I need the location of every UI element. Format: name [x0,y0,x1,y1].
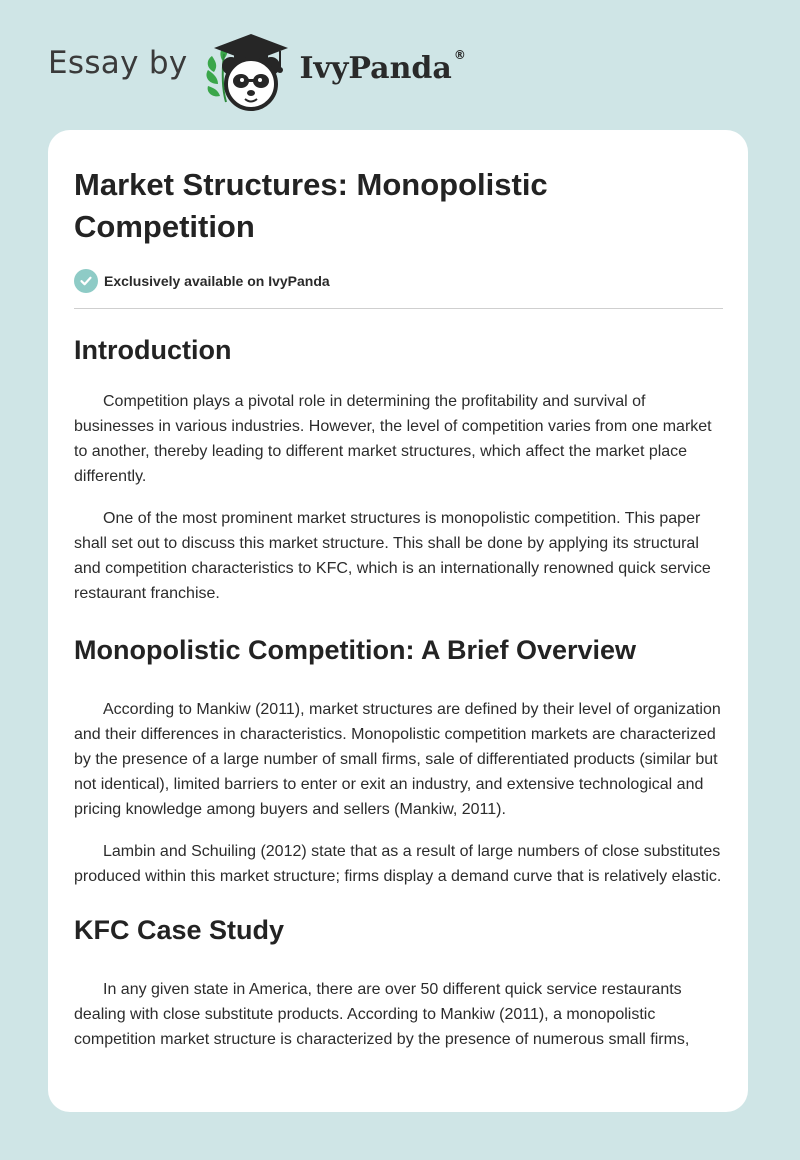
essay-title: Market Structures: Monopolistic Competition [74,167,548,244]
paragraph: Lambin and Schuiling (2012) state that as a result of large numbers of close substitutes produced within this market structure; firms display a demand curve that is relatively elastic. [74,843,722,885]
essay-content [74,164,723,1052]
paragraph: In any given state in America, there are over 50 different quick service restaurants dealing with close substitute products. According to Mankiw (2011), a monopolistic competition market structure is characterized by the presence of numerous small firms, [74,981,690,1048]
brand-name[interactable]: IvyPanda [299,50,452,86]
panda-logo-icon[interactable] [204,32,298,114]
essay-card [48,130,748,1112]
section-heading-overview: Monopolistic Competition: A Brief Overview [74,635,637,665]
section-heading-kfc-case-study: KFC Case Study [74,915,285,945]
exclusive-badge [74,268,723,294]
paragraph: According to Mankiw (2011), market structures are defined by their level of organization and their differences in characteristics. Monopolistic competition markets are characterized by the presence of a large number of small firms, sale of differentiated products (similar but not identical), limited barriers to enter or exit an industry, and extensive technological and pricing knowledge among buyers and sellers (Mankiw, 2011). [74,701,721,818]
check-icon [74,269,98,293]
registered-mark: ® [453,48,466,62]
paragraph: One of the most prominent market structures is monopolistic competition. This paper shall set out to discuss this market structure. This shall be done by applying its structural and competition characteristics to KFC, which is an internationally renowned quick service restaurant franchise. [74,510,711,602]
section-heading-introduction: Introduction [74,335,232,365]
paragraph: Competition plays a pivotal role in determining the profitability and survival of businesses in various industries. However, the level of competition varies from one market to another, thereby leading to different market structures, which affect the market place differently. [74,393,712,485]
site-header [48,28,466,118]
title-divider [74,308,723,309]
essay-by-label: Essay by [48,45,188,81]
exclusive-label: Exclusively available on IvyPanda [104,273,330,289]
